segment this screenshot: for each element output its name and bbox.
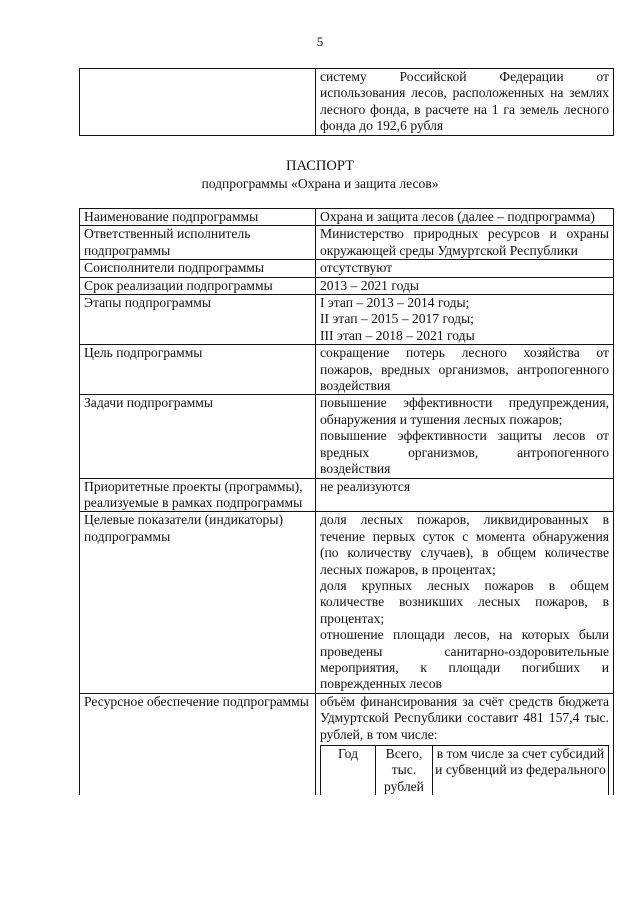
table-row <box>80 478 614 512</box>
row-value: Министерство природных ресурсов и охраны окружающей среды Удмуртской Республики <box>316 226 614 260</box>
row-label: Приоритетные проекты (программы), реализуемые в рамках подпрограммы <box>80 478 316 512</box>
continuation-table <box>79 68 614 136</box>
row-value <box>316 295 614 345</box>
passport-table <box>79 208 614 795</box>
table-row <box>80 345 614 395</box>
funding-text: объём финансирования за счёт средств бюджета Удмуртской Республики составит 481 157,4 тыс. рублей, в том числе: <box>320 693 609 742</box>
table-row <box>80 69 614 136</box>
indicator-line: доля лесных пожаров, ликвидированных в течение первых суток с момента обнаружения (по количеству случаев), в общем количестве лесных пожаров, в процентах; <box>320 512 609 577</box>
stage-line: II этап – 2015 – 2017 годы; <box>320 311 474 327</box>
page-number: 5 <box>316 34 324 49</box>
continuation-left-cell <box>80 69 316 136</box>
row-label: Целевые показатели (индикаторы) подпрограммы <box>80 512 316 693</box>
indicator-line: отношение площади лесов, на которых были проведены санитарно-оздоровительные мероприятия, к площади погибших и поврежденных лесов <box>320 627 609 692</box>
table-row <box>80 693 614 795</box>
table-row <box>80 277 614 294</box>
row-label: Соисполнители подпрограммы <box>80 260 316 277</box>
funding-header-year: Год <box>321 746 376 796</box>
funding-header-total: Всего, тыс. рублей <box>376 746 433 796</box>
table-row <box>80 209 614 226</box>
stage-line: III этап – 2018 – 2021 годы <box>320 327 475 343</box>
row-label: Ответственный исполнитель подпрограммы <box>80 226 316 260</box>
row-value <box>316 693 614 795</box>
row-label: Наименование подпрограммы <box>80 209 316 226</box>
row-value <box>316 395 614 478</box>
passport-subtitle: подпрограммы «Охрана и защита лесов» <box>201 176 439 191</box>
row-label: Этапы подпрограммы <box>80 295 316 345</box>
row-value: не реализуются <box>316 478 614 512</box>
row-value <box>316 512 614 693</box>
stage-line: I этап – 2013 – 2014 годы; <box>320 295 470 311</box>
row-label: Ресурсное обеспечение подпрограммы <box>80 693 316 795</box>
row-label: Цель подпрограммы <box>80 345 316 395</box>
continuation-right-cell: систему Российской Федерации от использования лесов, расположенных на землях лесного фонда, в расчете на 1 га земель лесного фонда до 192,6 рубля <box>316 69 614 136</box>
table-row <box>80 512 614 693</box>
table-row <box>80 395 614 478</box>
row-value: 2013 – 2021 годы <box>316 277 614 294</box>
table-row <box>80 226 614 260</box>
row-value: Охрана и защита лесов (далее – подпрограмма) <box>316 209 614 226</box>
row-label: Задачи подпрограммы <box>80 395 316 478</box>
task-line: повышение эффективности предупреждения, обнаружения и тушения лесных пожаров; <box>320 395 609 427</box>
passport-title: ПАСПОРТ <box>286 158 354 174</box>
task-line: повышение эффективности защиты лесов от вредных организмов, антропогенного воздействия <box>320 428 609 477</box>
funding-table <box>320 745 609 795</box>
table-row <box>80 295 614 345</box>
table-row <box>321 746 609 796</box>
row-label: Срок реализации подпрограммы <box>80 277 316 294</box>
indicator-line: доля крупных лесных пожаров в общем количестве возникших лесных пожаров, в процентах; <box>320 577 609 626</box>
row-value: отсутствуют <box>316 260 614 277</box>
table-row <box>80 260 614 277</box>
row-value: сокращение потерь лесного хозяйства от пожаров, вредных организмов, антропогенного воздействия <box>316 345 614 395</box>
funding-header-federal: в том числе за счет субсидий и субвенций из федерального <box>433 746 609 796</box>
